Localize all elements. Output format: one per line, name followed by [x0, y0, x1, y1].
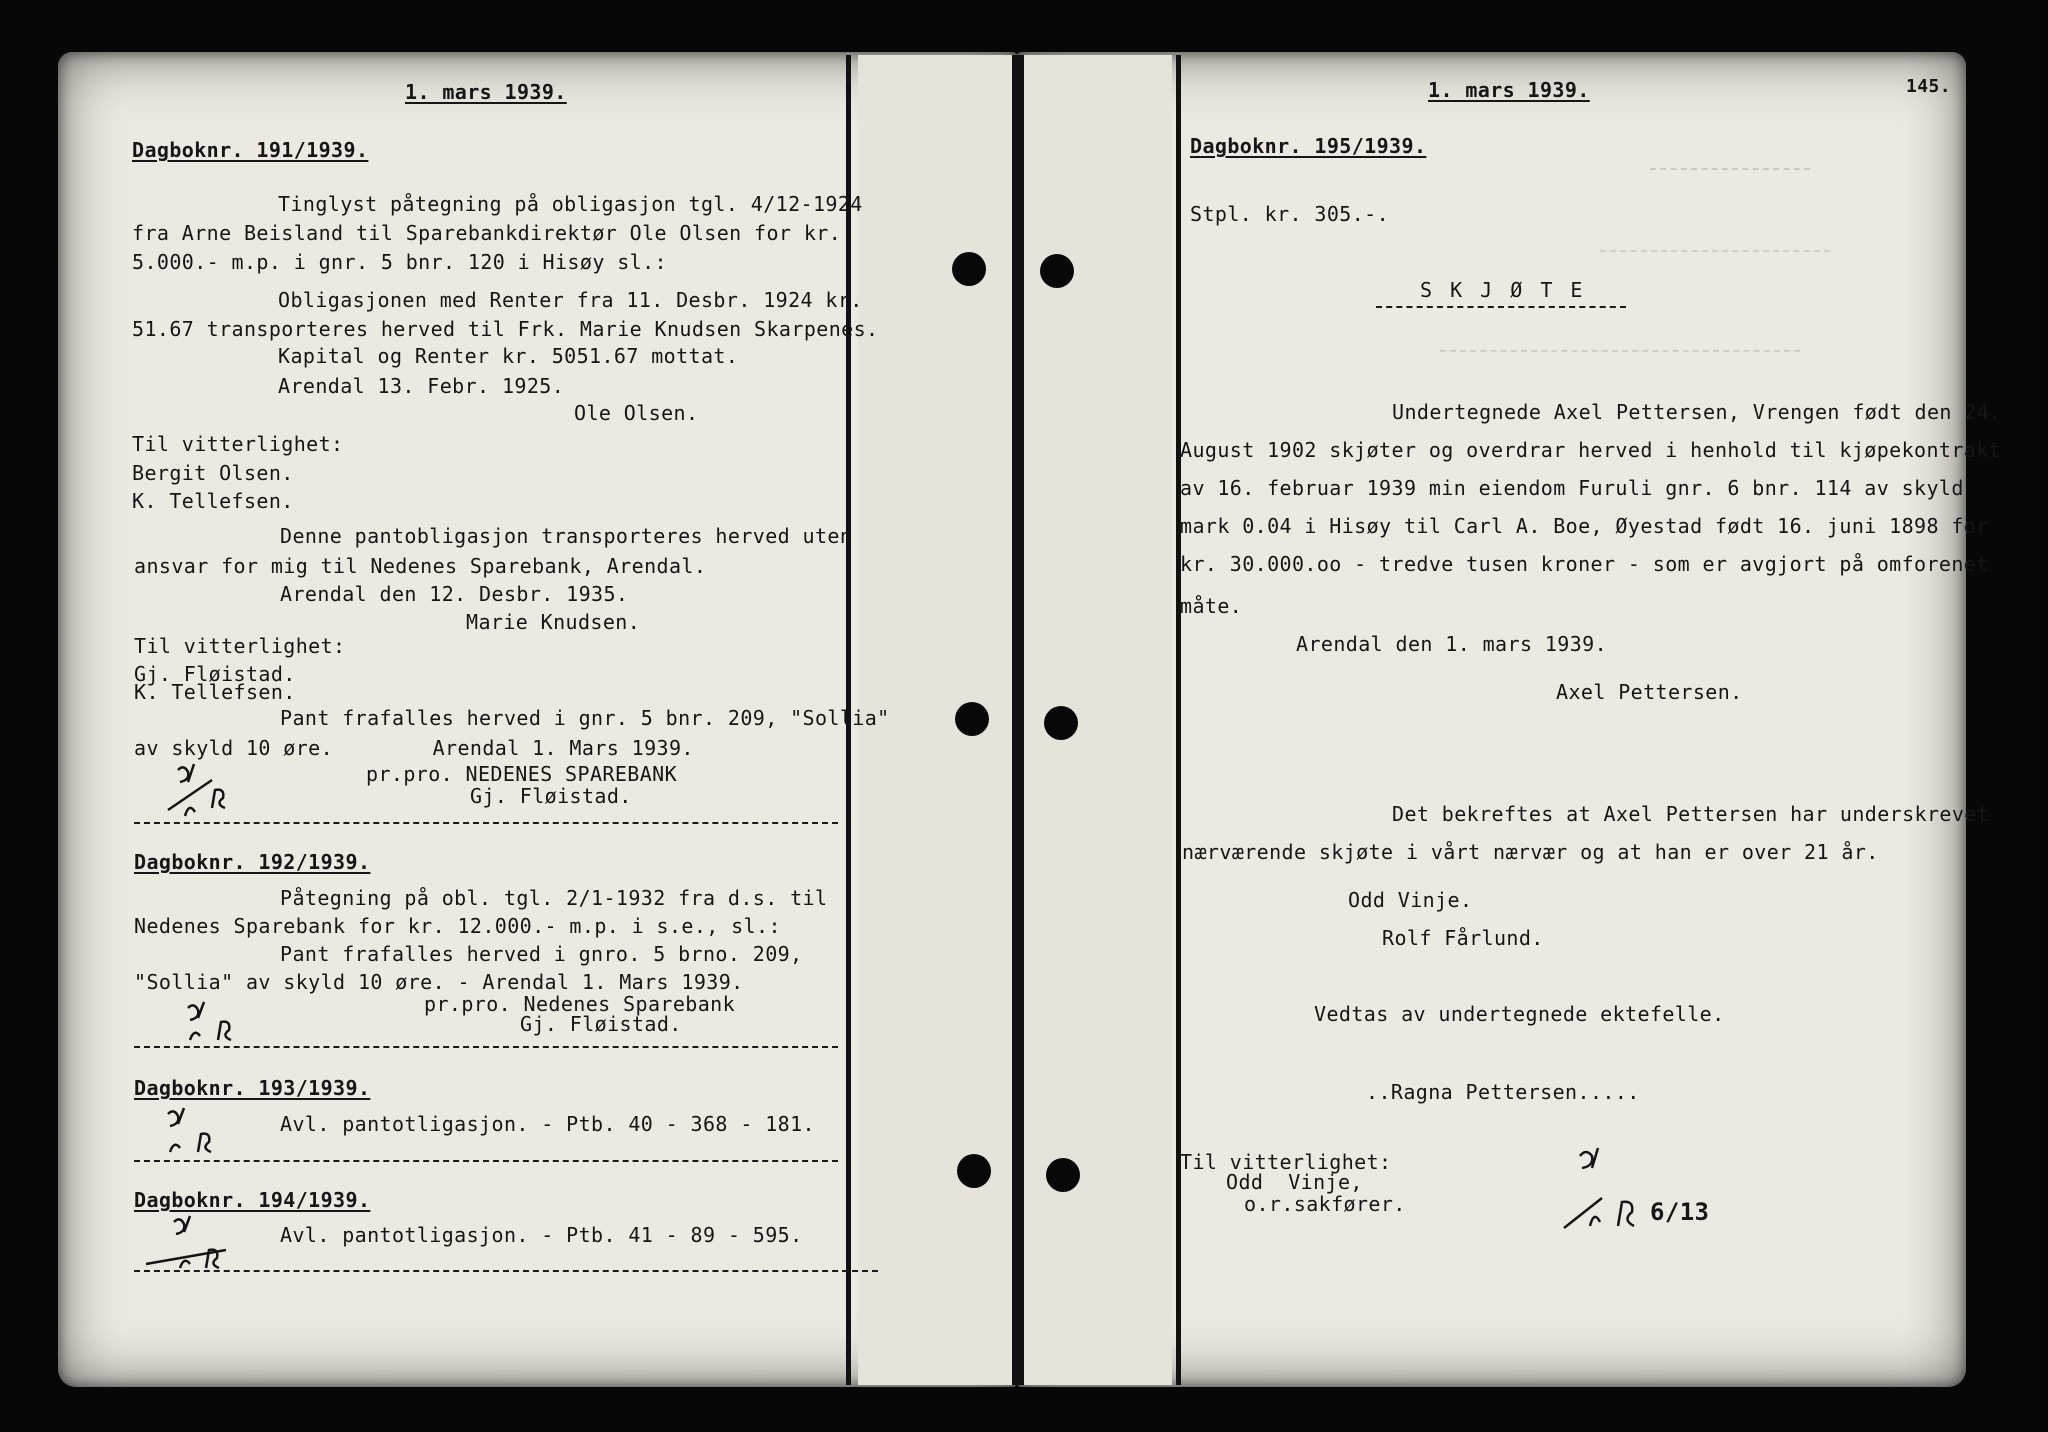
- witness-signature: Rolf Fårlund.: [1382, 926, 1544, 950]
- confirmation-line: Det bekreftes at Axel Pettersen har underskrevet: [1392, 802, 1990, 826]
- date-header: 1. mars 1939.: [405, 80, 567, 104]
- entry-line: Til vitterlighet:: [132, 432, 344, 456]
- entry-line: Avl. pantotligasjon. - Ptb. 41 - 89 - 595.: [280, 1223, 803, 1247]
- bleed-through: [1600, 250, 1830, 252]
- entry-heading: Dagboknr. 195/1939.: [1190, 134, 1427, 158]
- entry-line: ansvar for mig til Nedenes Sparebank, Arendal.: [134, 554, 707, 578]
- place-date: Arendal den 1. mars 1939.: [1296, 632, 1608, 656]
- entry-separator: [134, 1270, 878, 1272]
- entry-line: Tinglyst påtegning på obligasjon tgl. 4/12-1924: [278, 192, 863, 216]
- punch-hole: [957, 1154, 991, 1188]
- entry-separator: [134, 822, 838, 824]
- page-number: 145.: [1906, 76, 1951, 97]
- punch-hole: [952, 252, 986, 286]
- attestation-name: Odd Vinje,: [1226, 1170, 1363, 1194]
- entry-line: "Sollia" av skyld 10 øre. - Arendal 1. Mars 1939.: [134, 970, 744, 994]
- entry-line: Obligasjonen med Renter fra 11. Desbr. 1924 kr.: [278, 288, 863, 312]
- entry-line: K. Tellefsen.: [134, 680, 296, 704]
- bleed-through: [1440, 350, 1800, 352]
- entry-separator: [134, 1160, 838, 1162]
- entry-line: Kapital og Renter kr. 5051.67 mottat.: [278, 344, 739, 368]
- punch-hole: [1040, 254, 1074, 288]
- entry-line: Pant frafalles herved i gnro. 5 brno. 209,: [280, 942, 803, 966]
- entry-line: Denne pantobligasjon transporteres herved uten: [280, 524, 853, 548]
- entry-heading: Dagboknr. 191/1939.: [132, 138, 369, 162]
- entry-line: pr.pro. Nedenes Sparebank: [424, 992, 736, 1016]
- entry-line: 51.67 transporteres herved til Frk. Marie Knudsen Skarpenes.: [132, 317, 879, 341]
- deed-body-line: måte.: [1180, 594, 1243, 618]
- entry-line: Gj. Fløistad.: [520, 1012, 682, 1036]
- punch-hole: [955, 702, 989, 736]
- gutter-edge: [1176, 55, 1181, 1385]
- entry-line: 5.000.- m.p. i gnr. 5 bnr. 120 i Hisøy sl.:: [132, 250, 667, 274]
- date-header: 1. mars 1939.: [1428, 78, 1590, 102]
- entry-line: pr.pro. NEDENES SPAREBANK: [366, 762, 678, 786]
- entry-heading: Dagboknr. 194/1939.: [134, 1188, 371, 1212]
- title-underline: [1376, 306, 1626, 308]
- punch-hole: [1046, 1158, 1080, 1192]
- bleed-through: [1650, 168, 1810, 170]
- entry-line: Bergit Olsen.: [132, 461, 294, 485]
- confirmation-line: nærværende skjøte i vårt nærvær og at han er over 21 år.: [1182, 840, 1879, 864]
- deed-body-line: mark 0.04 i Hisøy til Carl A. Boe, Øyestad født 16. juni 1898 for: [1180, 514, 1989, 538]
- entry-line: av skyld 10 øre. Arendal 1. Mars 1939.: [134, 736, 694, 760]
- attestation-title: o.r.sakfører.: [1244, 1192, 1406, 1216]
- entry-line: Avl. pantotligasjon. - Ptb. 40 - 368 - 181.: [280, 1112, 815, 1136]
- entry-line: Arendal den 12. Desbr. 1935.: [280, 582, 629, 606]
- entry-line: Nedenes Sparebank for kr. 12.000.- m.p. i s.e., sl.:: [134, 914, 781, 938]
- deed-body-line: Undertegnede Axel Pettersen, Vrengen født den 24.: [1392, 400, 2002, 424]
- attestation-label: Til vitterlighet:: [1180, 1150, 1392, 1174]
- deed-body-line: av 16. februar 1939 min eiendom Furuli gnr. 6 bnr. 114 av skyld: [1180, 476, 1964, 500]
- deed-body-line: August 1902 skjøter og overdrar herved i henhold til kjøpekontrakt: [1180, 438, 2002, 462]
- entry-line: Ole Olsen.: [574, 401, 699, 425]
- marginal-date-note: 6/13: [1650, 1198, 1710, 1226]
- entry-line: Arendal 13. Febr. 1925.: [278, 374, 565, 398]
- punch-hole: [1044, 706, 1078, 740]
- spouse-signature: ..Ragna Pettersen.....: [1366, 1080, 1640, 1104]
- entry-line: Til vitterlighet:: [134, 634, 346, 658]
- document-title: S K J Ø T E: [1420, 278, 1586, 302]
- seller-signature: Axel Pettersen.: [1556, 680, 1743, 704]
- entry-line: Pant frafalles herved i gnr. 5 bnr. 209, "Sollia": [280, 706, 890, 730]
- entry-line: Påtegning på obl. tgl. 2/1-1932 fra d.s. til: [280, 886, 828, 910]
- deed-body-line: kr. 30.000.oo - tredve tusen kroner - som er avgjort på omforenet: [1180, 552, 1989, 576]
- handwritten-marginal-note: [140, 758, 250, 830]
- binding-spine: [1012, 55, 1024, 1385]
- spouse-consent: Vedtas av undertegnede ektefelle.: [1314, 1002, 1725, 1026]
- entry-line: Gj. Fløistad.: [134, 662, 296, 686]
- entry-line: K. Tellefsen.: [132, 489, 294, 513]
- entry-separator: [134, 1046, 838, 1048]
- entry-line: Gj. Fløistad.: [470, 784, 632, 808]
- entry-line: fra Arne Beisland til Sparebankdirektør Ole Olsen for kr.: [132, 221, 842, 245]
- stamp-duty: Stpl. kr. 305.-.: [1190, 202, 1390, 226]
- entry-heading: Dagboknr. 192/1939.: [134, 850, 371, 874]
- entry-line: Marie Knudsen.: [466, 610, 641, 634]
- entry-heading: Dagboknr. 193/1939.: [134, 1076, 371, 1100]
- handwritten-marginal-note: [140, 1104, 240, 1164]
- handwritten-marginal-note: [170, 996, 270, 1052]
- witness-signature: Odd Vinje.: [1348, 888, 1473, 912]
